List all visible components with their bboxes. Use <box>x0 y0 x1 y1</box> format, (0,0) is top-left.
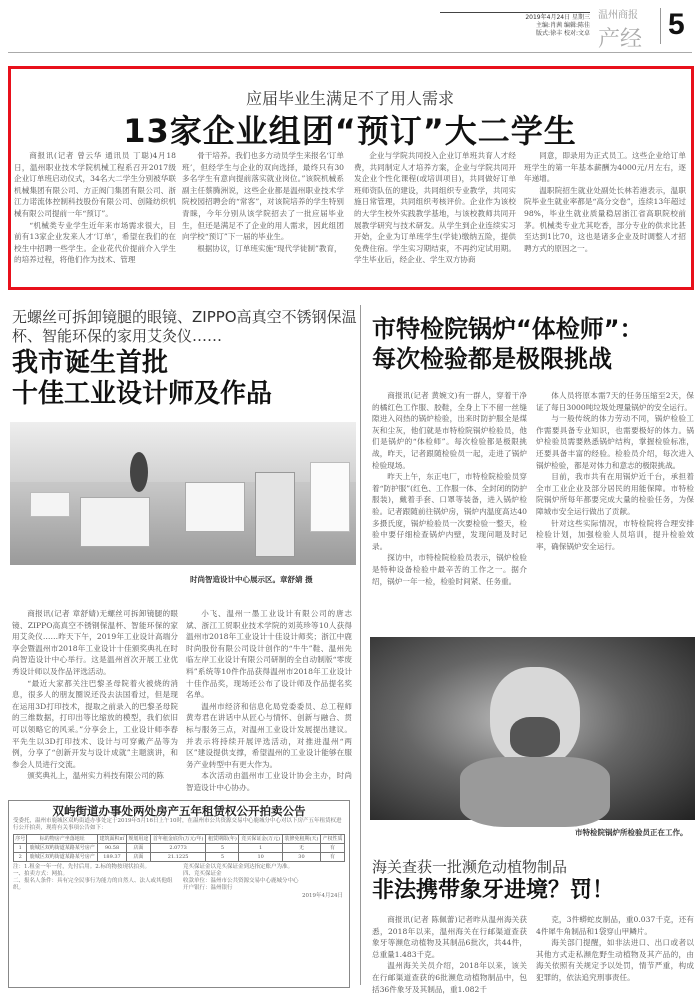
column-header: 建筑面积㎡ <box>97 835 126 844</box>
auction-notice <box>8 800 350 988</box>
cell: 店面 <box>127 853 151 862</box>
column-header: 序号 <box>15 836 26 842</box>
column-header: 竞买保证金(万元) <box>239 835 282 844</box>
cell: 30 <box>282 853 320 862</box>
notice-intro: 受委托，温州市鹿城区双屿街道办事处定于2019年5月16日上午10时，在温州市公共资源交易中心鹿城分中心对以下房产五年租赁权进行公开拍卖，现将有关事项公告如下： <box>13 818 342 831</box>
paragraph: 商报讯(记者 黄婉文)有一群人，穿着干净的橘红色工作服、胶鞋，全身上下不留一丝缝隙进入闷热的锅炉检验，出来时防护服全是煤灰和尘灰，他们就是市特检院锅炉检验员，他们是锅炉的“体检师”。每次检验都是极限挑战，昨天，记者跟随检验员一起，走进了锅炉检验现场。 <box>372 391 527 470</box>
headline-line: 每次检验都是极限挑战 <box>372 345 612 373</box>
notice-notes <box>9 864 349 892</box>
paragraph: 克，3件蟒蛇皮制品，重0.037千克，还有4件犀牛角制品和1袋穿山甲鳞片。 <box>536 915 694 936</box>
table-header-row <box>14 835 345 844</box>
cell: 无 <box>282 844 320 853</box>
lead-column-1 <box>14 150 176 265</box>
notice-notes-right <box>183 864 345 892</box>
header-rule <box>8 52 692 53</box>
paragraph: 温州海关关员介绍，2018年以来，该关在行邮渠道查获的6批濒危动植物制品中，包括36件象牙及其制品，重1.082千 <box>372 961 527 994</box>
notice-date: 2019年4月24日 <box>302 893 343 899</box>
column-header: 租赁期限(年) <box>206 835 239 844</box>
paragraph: 温职院招生就业处副处长林若港表示，温职院毕业生就业率都是“高分交卷”，连续13年超过98%，毕业生就业质量稳居浙江省高职院校前茅。机械类专业尤其吃香，部分专业的供求比甚至达到1比70，这也是诸多企业及时调整人才招聘方式的原因之一。 <box>524 185 686 253</box>
design-column-1 <box>12 608 178 796</box>
page-number: 5 <box>668 8 685 41</box>
paragraph: 海关部门提醒，如非法进口、出口或者以其他方式走私濒危野生动植物及其产品的，由海关依照有关规定予以处罚，情节严重，构成犯罪的，依法追究刑事责任。 <box>536 938 694 982</box>
paragraph: “最近大家都关注巴黎圣母院着火被烧的消息，很多人的朋友圈说还没去法国看过，但是现在运用3D打印技术，提取之前录入的巴黎圣母院的三维数据，打印出等比缩放的模型，我们依旧可以领略它的风采。”分享会上，工业设计师李春平先生以3D打印技术、设计与可穿戴产品等为例，分享了“创新开发与设计成就”主题演讲，和参会人员进行交流。 <box>12 678 178 769</box>
ivory-headline: 非法携带象牙进境？罚！ <box>372 878 615 903</box>
design-heading-block <box>12 308 357 410</box>
column-divider <box>360 305 361 985</box>
note: 四、竞买保证金 <box>183 871 222 877</box>
table-row <box>14 844 345 853</box>
lead-column-3 <box>354 150 516 265</box>
cell: 2 <box>14 853 27 862</box>
design-column-2 <box>186 608 352 796</box>
column-header: 首年租金底价(万元/年) <box>150 835 206 844</box>
design-headline <box>12 348 357 410</box>
cell: 有 <box>321 844 345 853</box>
paragraph: 颁奖典礼上，温州实力科技有限公司的陈 <box>27 771 164 781</box>
design-kicker: 无螺丝可拆卸镜腿的眼镜、ZIPPO高真空不锈钢保温杯、智能环保的家用艾灸仪…… <box>12 308 357 345</box>
headline-line: 市特检院锅炉“体检师”： <box>372 315 644 343</box>
cell: 10 <box>239 853 282 862</box>
property-table <box>13 834 345 862</box>
cell: 1 <box>239 844 282 853</box>
inspector-photo-caption: 市特检院锅炉所检验员正在工作。 <box>575 828 688 837</box>
paragraph: 小飞、温州一墨工业设计有限公司的唐志斌、浙江工贸职业技术学院的刘英珍等10人获得温州市2018年工业设计十佳设计师奖；浙江中鹿时尚股份有限公司设计创作的“牛牛”鞋、温州先临左岸工业设计有限公司研制的全自动制版“零废料”系统等10件作品获得温州市2018年工业设计十佳作品奖，现场还公布了设计师及作品提名奖名单。 <box>186 609 352 700</box>
cell: 5 <box>206 853 239 862</box>
cell: 鹿城区双屿街道某路某号房产 <box>27 853 97 862</box>
column-header: 标的物房产坐落地址 <box>27 835 97 844</box>
cell: 有 <box>321 853 345 862</box>
paragraph: 商报讯(记者 陈佩蕾)记者昨从温州海关获悉，2018年以来，温州海关在行邮渠道查获象牙等濒危动植物及其制品6批次，共44件，总重量1.483千克。 <box>372 915 527 959</box>
editors: 主编:肖茜 编辑:陈佳 <box>536 22 590 29</box>
column-header: 产权性质 <box>322 836 343 842</box>
paragraph: 体人员将原本需7天的任务压缩至2天，保证了每日3000吨垃圾处理量锅炉的安全运行。 <box>536 391 694 412</box>
lead-column-2 <box>182 150 344 258</box>
note: 二、报名人条件：具有完全民事行为能力的自然人、法人或其他组织。 <box>13 878 173 891</box>
masthead-meta <box>440 12 590 38</box>
cell: 2.0773 <box>150 844 206 853</box>
exhibition-photo <box>10 422 356 565</box>
masthead-divider <box>660 8 661 44</box>
table-row <box>14 853 345 862</box>
paragraph: 昨天上午，东正电厂，市特检院检验员穿着“防护服”(红色、工作服一体、全封闭的防护服装)，戴着手套、口罩等装备，进入锅炉检验。记者跟随前往锅炉房，锅炉内温度高达40多摄氏度，锅炉检验员一次要检验一整天，检验中要仔细检查锅炉内壁，发现问题及时记录。 <box>372 472 528 551</box>
column-header: 装修免租期(天) <box>282 835 320 844</box>
cell: 189.37 <box>97 853 126 862</box>
lead-column-4 <box>524 150 686 258</box>
cell: 1 <box>14 844 27 853</box>
paragraph: 目前，我市共有在用锅炉近千台，承担着全市工业企业及部分居民的用能保障。市特检院锅炉所每年都要完成大量的检验任务，为保障城市安全运行做出了贡献。 <box>536 472 694 516</box>
lead-headline: 13家企业组团“预订”大二学生 <box>123 112 577 150</box>
proofreaders: 版式:徐丰 校对:文卓 <box>536 30 590 37</box>
note: 竞买保证金以竞买保证金到达指定账户为准。 <box>183 864 294 870</box>
paragraph: 同意，即录用为正式员工。这些企业给订单班学生的第一年基本薪酬为4000元/月左右，逐年递增。 <box>524 151 686 184</box>
headline-line: 十佳工业设计师及作品 <box>12 379 273 409</box>
paper-name: 温州商报 <box>598 10 638 21</box>
ivory-column-1 <box>372 914 527 994</box>
note: 注：1.租金一年一付，先付后用。2.标的物按现状拍卖。 <box>13 864 150 870</box>
exhibition-photo-caption: 时尚智造设计中心展示区。章舒婧 摄 <box>190 575 313 584</box>
ivory-kicker: 海关查获一批濒危动植物制品 <box>372 858 568 876</box>
cell: 店面 <box>127 844 151 853</box>
cell: 鹿城区双屿街道某路某号房产 <box>27 844 97 853</box>
section-name: 产经 <box>598 27 643 52</box>
paragraph: 企业与学院共同投入企业订单班共育人才经费，共同制定人才培养方案，企业与学院共同开发企业个性化课程(或培训项目)，共同做好订单班师资队伍的建设，共同组织专业教学，共同实施日常管理，共同组织考核评价。企业作为该校的大学生校外实践教学基地，与该校教师共同开展教学研究与技术研发。从学生到企业连续实习开始，企业为订单班学生(学徒)缴纳五险，提供免费住宿。学生实习期结束，不再约定试用期。学生毕业后，经企业、学生双方协商 <box>354 151 516 265</box>
note: 收款单位：温州市公共资源交易中心鹿城分中心 <box>183 878 299 884</box>
paragraph: 本次活动由温州市工业设计协会主办，时尚智造设计中心协办。 <box>186 771 352 792</box>
paragraph: 针对这些实际情况，市特检院将合理安排检验计划，加强检验人员培训，提升检验效率，确保锅炉安全运行。 <box>536 518 694 551</box>
lead-subtitle: 应届毕业生满足不了用人需求 <box>245 89 454 108</box>
paragraph: 探访中，市特检院检验员表示，锅炉检验是特种设备检验中最辛苦的工作之一。据介绍，锅炉一年一检，检验时间紧、任务重。 <box>372 553 527 586</box>
ivory-heading-block <box>372 858 697 904</box>
cell: 90.58 <box>97 844 126 853</box>
notice-title: 双屿街道办事处两处房产五年租赁权公开拍卖公告 <box>52 804 306 818</box>
paragraph: 与一般传统的体力劳动不同，锅炉检验工作需要具备专业知识，也需要极好的体力。锅炉检验员需要熟悉锅炉结构，掌握检验标准，还要具备丰富的经验。检验员介绍，每次进入锅炉检验，都是对体力和意志的极限挑战。 <box>536 414 694 470</box>
note: 一、拍卖方式：网拍。 <box>13 871 69 877</box>
paragraph: 商报讯(记者 曾云华 通讯员 丁聪)4月18日，温州职业技术学院机械工程系召开2017级企业订单班启动仪式，34名大二学生分别被华联机械集团有限公司、方正阀门集团有限公司、浙江力诺流体控制科技股份有限公司、创隆纺织机械有限公司提前一年“预订”。 <box>14 151 176 218</box>
cell: 5 <box>206 844 239 853</box>
paragraph: 骨干培养。我们也多方动员学生来报名‘订单班’，但经学生与企业的双向选择，最终只有30多名学生有意向提前落实就业岗位。”该院机械系副主任蔡腾洲说，这些企业都是温州职业技术学院校园招聘会的“常客”，对该院培养的学生特别青睐，今年分别从该学院招去了一批应届毕业生，但还是满足不了企业的用人需求，因此组团向学校“预订”下一届的毕业生。 <box>182 151 344 242</box>
inspector-photo <box>370 637 695 820</box>
boiler-column-1 <box>372 390 527 630</box>
paragraph: “机械类专业学生近年来市场需求很大，目前有13家企业发来人才‘订单’，希望在我们的在校生中招聘一些学生。企业花代价提前介入学生的培养过程，将他们作为技术、管理 <box>14 220 176 265</box>
issue-date: 2019年4月24日 星期三 <box>440 12 590 22</box>
paragraph: 温州市经济和信息化局党委委员、总工程师黄寿君在讲话中从匠心与情怀、创新与融合、贯标与服务三点，对温州工业设计发展提出建议。并表示将持续开展评选活动，对推进温州“两区”建设提供支撑，希望温州的工业设计能够在服务产业转型中有更大作为。 <box>186 701 352 769</box>
cell: 21.1225 <box>150 853 206 862</box>
headline-line: 我市诞生首批 <box>12 348 169 378</box>
ivory-column-2 <box>536 914 694 986</box>
paragraph: 商报讯(记者 章舒婧)无螺丝可拆卸镜腿的眼镜、ZIPPO高真空不锈钢保温杯、智能环保的家用艾灸仪……昨天下午，2019年工业设计高端分享会暨温州市2018年工业设计十佳颁奖典礼在时尚智造设计中心举行。这是温州首次开展工业优秀设计师以及作品评选活动。 <box>12 609 178 676</box>
note: 开户银行：温州银行 <box>183 885 233 891</box>
paragraph: 根据协议，订单班实施“现代学徒制”教育， <box>197 243 342 253</box>
notice-notes-left <box>13 864 175 892</box>
boiler-column-2 <box>536 390 694 630</box>
column-header: 规划用途 <box>128 836 149 842</box>
boiler-headline <box>372 314 697 374</box>
